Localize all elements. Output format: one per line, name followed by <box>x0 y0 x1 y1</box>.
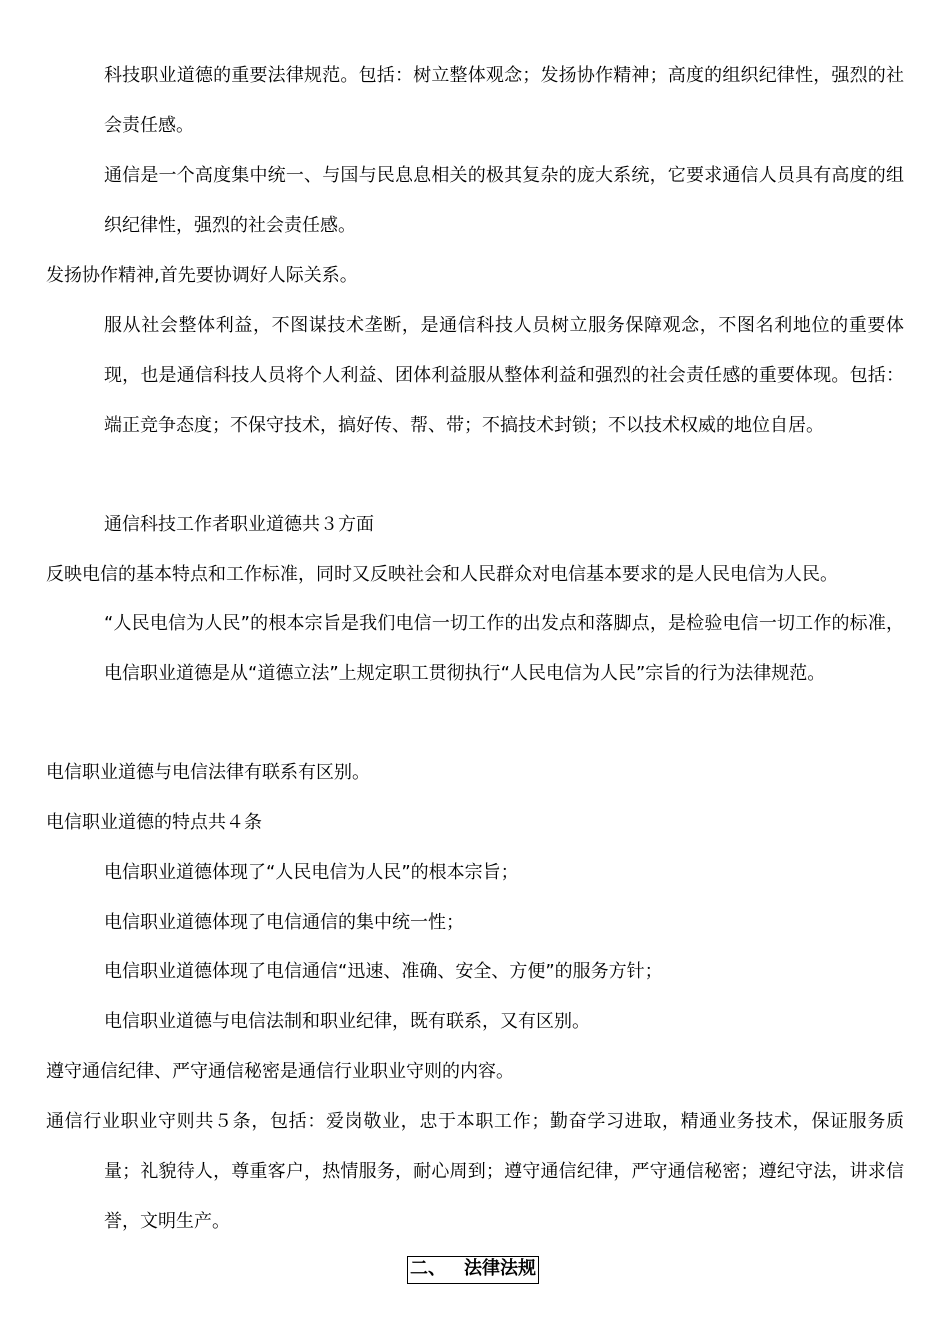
paragraph-13: 电信职业道德与电信法制和职业纪律，既有联系，又有区别。 <box>104 1011 590 1032</box>
paragraph-5: 通信科技工作者职业道德共３方面 <box>104 514 374 535</box>
paragraph-9: 电信职业道德的特点共４条 <box>46 812 262 833</box>
paragraph-1: 科技职业道德的重要法律规范。包括：树立整体观念；发扬协作精神；高度的组织纪律性，强烈的社会责任感。 <box>104 65 904 136</box>
paragraph-10: 电信职业道德体现了“人民电信为人民”的根本宗旨； <box>104 862 519 883</box>
paragraph-7: “人民电信为人民”的根本宗旨是我们电信一切工作的出发点和落脚点，是检验电信一切工作的标准，电信职业道德是从“道德立法”上规定职工贯彻执行“人民电信为人民”宗旨的行为法律规范。 <box>104 613 904 684</box>
paragraph-14: 遵守通信纪律、严守通信秘密是通信行业职业守则的内容。 <box>46 1061 514 1082</box>
paragraph-3: 发扬协作精神,首先要协调好人际关系。 <box>46 265 358 286</box>
paragraph-15: 通信行业职业守则共５条，包括：爱岗敬业，忠于本职工作；勤奋学习进取，精通业务技术，保证服务质量；礼貌待人，尊重客户，热情服务，耐心周到；遵守通信纪律，严守通信秘密；遵纪守法，讲求信誉，文明生产。 <box>46 1111 904 1232</box>
section-heading-number: 二、 <box>410 1258 446 1279</box>
paragraph-11: 电信职业道德体现了电信通信的集中统一性； <box>104 912 464 933</box>
section-heading <box>407 1256 539 1284</box>
paragraph-4: 服从社会整体利益，不图谋技术垄断，是通信科技人员树立服务保障观念，不图名利地位的重要体现，也是通信科技人员将个人利益、团体利益服从整体利益和强烈的社会责任感的重要体现。包括：端正竞争态度；不保守技术，搞好传、帮、带；不搞技术封锁；不以技术权威的地位自居。 <box>104 315 904 436</box>
paragraph-6: 反映电信的基本特点和工作标准，同时又反映社会和人民群众对电信基本要求的是人民电信为人民。 <box>46 564 838 585</box>
paragraph-12: 电信职业道德体现了电信通信“迅速、准确、安全、方便”的服务方针； <box>104 961 663 982</box>
section-heading-title: 法律法规 <box>464 1258 536 1279</box>
paragraph-2: 通信是一个高度集中统一、与国与民息息相关的极其复杂的庞大系统，它要求通信人员具有高度的组织纪律性，强烈的社会责任感。 <box>104 165 904 236</box>
paragraph-8: 电信职业道德与电信法律有联系有区别。 <box>46 762 370 783</box>
